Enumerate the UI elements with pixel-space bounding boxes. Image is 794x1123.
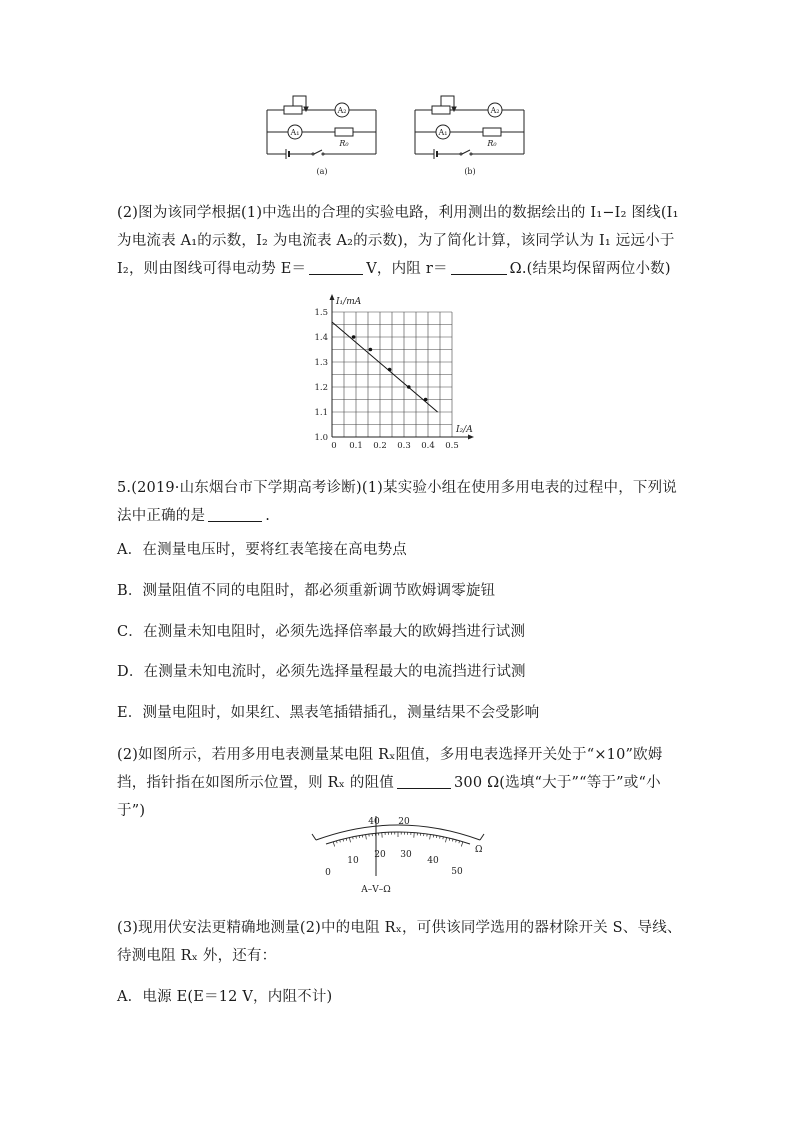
y-tick-label: 1.1 — [314, 408, 328, 418]
x-tick-label: 0.1 — [349, 441, 363, 450]
multimeter-scale — [308, 810, 488, 896]
meter-tick — [446, 837, 447, 842]
meter-a2-label: A₂ — [337, 106, 347, 115]
meter-label-20: 20 — [374, 850, 386, 860]
answer-blank-q5-2[interactable] — [397, 774, 451, 789]
x-tick-label: 0.5 — [445, 441, 459, 450]
meter-tick — [333, 842, 334, 847]
meter-tick — [430, 834, 431, 839]
q5-part2-1: (2)如图所示，若用多用电表测量某电阻 Rₓ阻值，多用电表选择开关处于“×10”欧姆挡，指针指在如图所示位置，则 Rₓ 的阻值 — [117, 747, 663, 791]
q2-text-3: Ω.(结果均保留两位小数) — [509, 261, 671, 277]
y-tick-label: 1.2 — [314, 383, 328, 393]
answer-blank-q5-1[interactable] — [208, 507, 262, 522]
meter-top-label-20: 20 — [398, 817, 410, 827]
option-d: D．在测量未知电流时，必须先选择量程最大的电流挡进行试测 — [117, 664, 526, 680]
y-tick-label: 1.0 — [314, 433, 328, 443]
x-axis-arrow — [468, 435, 474, 440]
meter-a2-label: A₂ — [490, 106, 500, 115]
resistor-label: R₀ — [339, 139, 349, 148]
meter-label-10: 10 — [347, 856, 359, 866]
meter-a1-label: A₁ — [290, 128, 300, 137]
option-c: C．在测量未知电阻时，必须先选择倍率最大的欧姆挡进行试测 — [117, 624, 526, 640]
q5-part2-2: 300 Ω(选填“大于”“等于”或“小于”) — [117, 775, 661, 819]
meter-tick — [336, 841, 337, 843]
y-tick-label: 1.5 — [314, 308, 328, 318]
meter-top-label-40: 40 — [368, 817, 380, 827]
y-axis-label: I₁/mA — [336, 297, 362, 307]
data-point — [424, 398, 428, 402]
meter-caption: A–V–Ω — [361, 885, 391, 895]
meter-tick — [349, 837, 350, 842]
q5-stem-2: . — [265, 508, 271, 524]
meter-unit-ohm: Ω — [475, 845, 483, 855]
q2-text-1: (2)图为该同学根据(1)中选出的合理的实验电路，利用测出的数据绘出的 I₁−I₂ 图线(I₁ 为电流表 A₁的示数，I₂ 为电流表 A₂的示数)，为了简化计算，该同学认为 I₁ 远远小于 I₂，则由图线可得电动势 E＝ — [117, 205, 679, 277]
circuit-diagram-b — [410, 92, 530, 182]
x-tick-label: 0.4 — [421, 441, 435, 450]
y-tick-label: 1.4 — [314, 333, 328, 343]
x-tick-label: 0.3 — [397, 441, 411, 450]
origin-label: 0 — [331, 441, 337, 450]
part-3-option-a: A．电源 E(E＝12 V，内阻不计) — [117, 989, 333, 1005]
y-tick-label: 1.3 — [314, 358, 328, 368]
option-a: A．在测量电压时，要将红表笔接在高电势点 — [117, 542, 407, 558]
circuit-b-caption: (b) — [464, 167, 476, 176]
resistor-label: R₀ — [487, 139, 497, 148]
question-5-stem — [117, 474, 687, 530]
meter-a1-label: A₁ — [438, 128, 448, 137]
meter-label-30: 30 — [400, 850, 412, 860]
meter-label-40: 40 — [427, 856, 439, 866]
meter-tick — [459, 841, 460, 843]
option-e: E．测量电阻时，如果红、黑表笔插错插孔，测量结果不会受影响 — [117, 705, 540, 721]
q5-stem-1: 5.(2019·山东烟台市下学期高考诊断)(1)某实验小组在使用多用电表的过程中，下列说法中正确的是 — [117, 480, 677, 524]
question-2-text — [117, 199, 687, 283]
x-tick-label: 0.2 — [373, 441, 387, 450]
meter-label-0: 0 — [325, 868, 331, 878]
circuit-diagram-a — [262, 92, 382, 182]
circuit-a-caption: (a) — [316, 167, 328, 176]
answer-blank-emf[interactable] — [309, 260, 363, 275]
y-axis-arrow — [330, 294, 335, 300]
meter-label-50: 50 — [451, 867, 463, 877]
i1-i2-graph — [300, 290, 480, 450]
q2-text-2: V，内阻 r＝ — [366, 261, 448, 277]
data-point — [352, 335, 356, 339]
data-point — [388, 368, 392, 372]
answer-blank-resistance[interactable] — [451, 260, 507, 275]
data-point — [407, 385, 411, 389]
meter-tick — [366, 834, 367, 839]
fit-line — [332, 322, 438, 412]
x-axis-label: I₂/A — [456, 425, 473, 435]
question-5-part-3: (3)现用伏安法更精确地测量(2)中的电阻 Rₓ，可供该同学选用的器材除开关 S、导线、待测电阻 Rₓ 外，还有： — [117, 920, 682, 964]
option-b: B．测量阻值不同的电阻时，都必须重新调节欧姆调零旋钮 — [117, 583, 496, 599]
meter-tick — [461, 842, 462, 847]
data-point — [369, 348, 373, 352]
